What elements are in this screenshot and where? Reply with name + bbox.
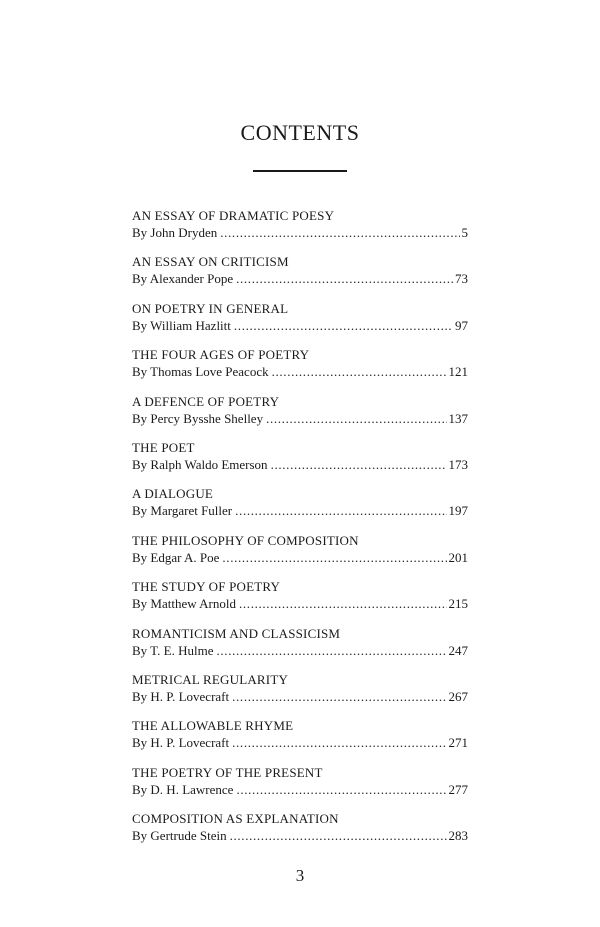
entry-author: By Alexander Pope [132,271,234,287]
dot-leader [222,549,446,566]
entry-line [132,363,468,380]
dot-leader [236,781,446,798]
entry-line [132,410,468,427]
toc-entry [132,346,468,392]
toc-entry [132,532,468,578]
entry-page-number: 97 [455,317,468,333]
entry-line [132,502,468,519]
entry-line [132,688,468,705]
entry-author: By Ralph Waldo Emerson [132,456,268,472]
entry-author: By Gertrude Stein [132,828,227,844]
table-of-contents [132,207,468,856]
entry-line [132,734,468,751]
toc-entry [132,625,468,671]
entry-page-number: 215 [448,596,468,612]
entry-page-number: 5 [461,225,468,240]
entry-line [132,456,468,473]
entry-author: By H. P. Lovecraft [132,688,230,704]
entry-title: COMPOSITION AS EXPLANATION [132,811,339,827]
toc-entry [132,207,468,253]
entry-page-number: 283 [448,828,468,844]
entry-line [132,827,468,844]
entry-page-number: 201 [448,549,468,565]
entry-line [132,595,468,612]
toc-entry [132,393,468,439]
entry-page-number: 173 [448,456,468,472]
dot-leader [271,456,447,473]
entry-author: By Edgar A. Poe [132,549,220,565]
entry-page-number: 247 [448,642,468,658]
dot-leader [239,595,447,612]
dot-leader [234,317,453,334]
entry-line [132,270,468,287]
dot-leader [217,642,447,659]
dot-leader [220,224,459,241]
entry-author: By Percy Bysshe Shelley [132,410,264,426]
toc-entry [132,717,468,763]
toc-entry [132,578,468,624]
entry-title: THE ALLOWABLE RHYME [132,718,294,734]
entry-title: AN ESSAY OF DRAMATIC POESY [132,208,335,223]
entry-title: THE STUDY OF POETRY [132,579,281,595]
dot-leader [232,688,446,705]
entry-page-number: 277 [448,781,468,797]
entry-author: By John Dryden [132,225,218,240]
entry-title: THE FOUR AGES OF POETRY [132,347,310,363]
entry-page-number: 271 [448,735,468,751]
toc-entry [132,253,468,299]
entry-line [132,549,468,566]
toc-entry [132,671,468,717]
entry-title: ON POETRY IN GENERAL [132,300,289,316]
entry-author: By D. H. Lawrence [132,781,234,797]
dot-leader [230,827,447,844]
toc-entry [132,300,468,346]
toc-entry [132,764,468,810]
contents-heading: CONTENTS [240,120,360,145]
toc-entry [132,485,468,531]
entry-title: A DEFENCE OF POETRY [132,393,280,409]
page-number: 3 [295,866,305,885]
entry-page-number: 267 [448,688,468,704]
dot-leader [235,502,446,519]
entry-line [132,317,468,334]
entry-title: THE POET [132,439,195,455]
entry-author: By William Hazlitt [132,317,231,333]
dot-leader [272,363,447,380]
entry-line [132,642,468,659]
toc-entry [132,439,468,485]
entry-page-number: 121 [448,364,468,380]
entry-title: THE POETRY OF THE PRESENT [132,764,323,780]
entry-page-number: 73 [455,271,468,287]
entry-line [132,781,468,798]
heading-rule [253,170,347,172]
entry-author: By H. P. Lovecraft [132,735,230,751]
entry-author: By Margaret Fuller [132,503,233,519]
entry-title: THE PHILOSOPHY OF COMPOSITION [132,532,359,548]
entry-page-number: 137 [448,410,468,426]
entry-author: By Thomas Love Peacock [132,364,269,380]
entry-title: AN ESSAY ON CRITICISM [132,254,289,270]
entry-title: METRICAL REGULARITY [132,671,289,687]
entry-author: By T. E. Hulme [132,642,214,658]
dot-leader [236,270,453,287]
toc-entry [132,810,468,856]
entry-author: By Matthew Arnold [132,596,236,612]
entry-title: ROMANTICISM AND CLASSICISM [132,625,341,641]
entry-line [132,224,468,241]
dot-leader [266,410,446,427]
entry-title: A DIALOGUE [132,486,214,502]
dot-leader [232,734,446,751]
entry-page-number: 197 [448,503,468,519]
